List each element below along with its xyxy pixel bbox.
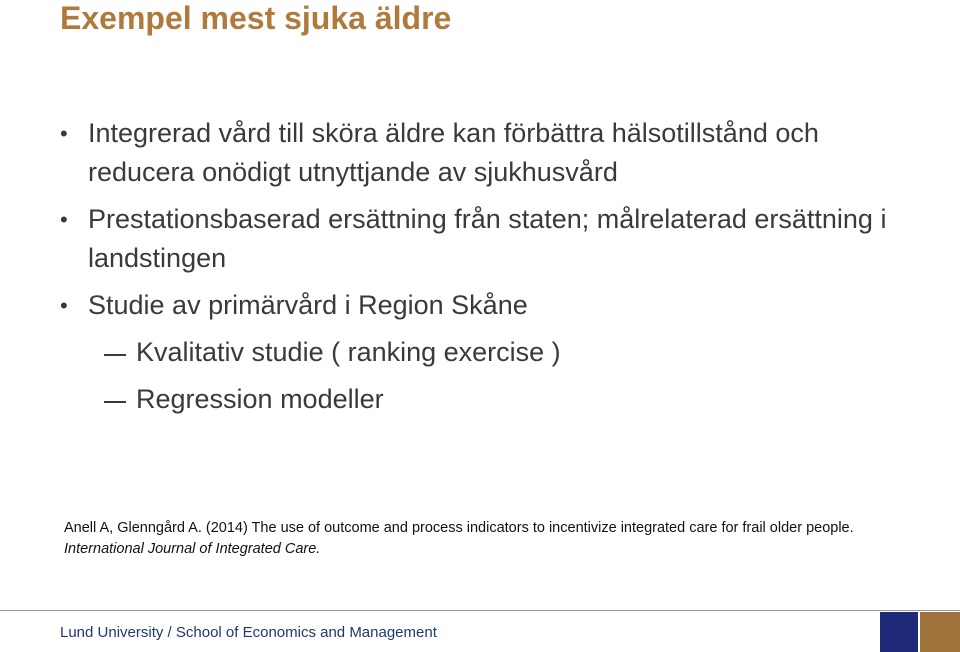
- sub-bullet-text: Kvalitativ studie ( ranking exercise ): [136, 337, 561, 367]
- reference-main-text: Anell A, Glenngård A. (2014) The use of outcome and process indicators to incentivize integrated care for frail older people.: [64, 520, 854, 536]
- dash-icon: [104, 354, 126, 356]
- footer-divider: [0, 610, 960, 611]
- footer-blue-block: [880, 612, 918, 652]
- footer-brown-block: [920, 612, 960, 652]
- dash-icon: [104, 401, 126, 403]
- bullet-text: Integrerad vård till sköra äldre kan förbättra hälsotillstånd och reducera onödigt utnyttjande av sjukhusvård: [88, 118, 819, 187]
- sub-bullet-item: [60, 380, 900, 419]
- bullet-text: Prestationsbaserad ersättning från staten; målrelaterad ersättning i landstingen: [88, 204, 887, 273]
- bullet-dot-icon: •: [60, 293, 68, 318]
- footer-text: Lund University / School of Economics and Management: [60, 624, 437, 641]
- sub-bullet-item: [60, 333, 900, 372]
- bullet-text: Studie av primärvård i Region Skåne: [88, 290, 528, 320]
- bullet-list: [60, 114, 900, 427]
- bullet-dot-icon: •: [60, 121, 68, 146]
- bullet-item: [60, 114, 900, 192]
- slide-title: Exempel mest sjuka äldre: [60, 0, 452, 36]
- bullet-item: [60, 200, 900, 278]
- reference-citation: [64, 518, 864, 560]
- bullet-item: [60, 286, 900, 325]
- bullet-dot-icon: •: [60, 207, 68, 232]
- reference-journal: International Journal of Integrated Care.: [64, 541, 321, 557]
- sub-bullet-text: Regression modeller: [136, 384, 384, 414]
